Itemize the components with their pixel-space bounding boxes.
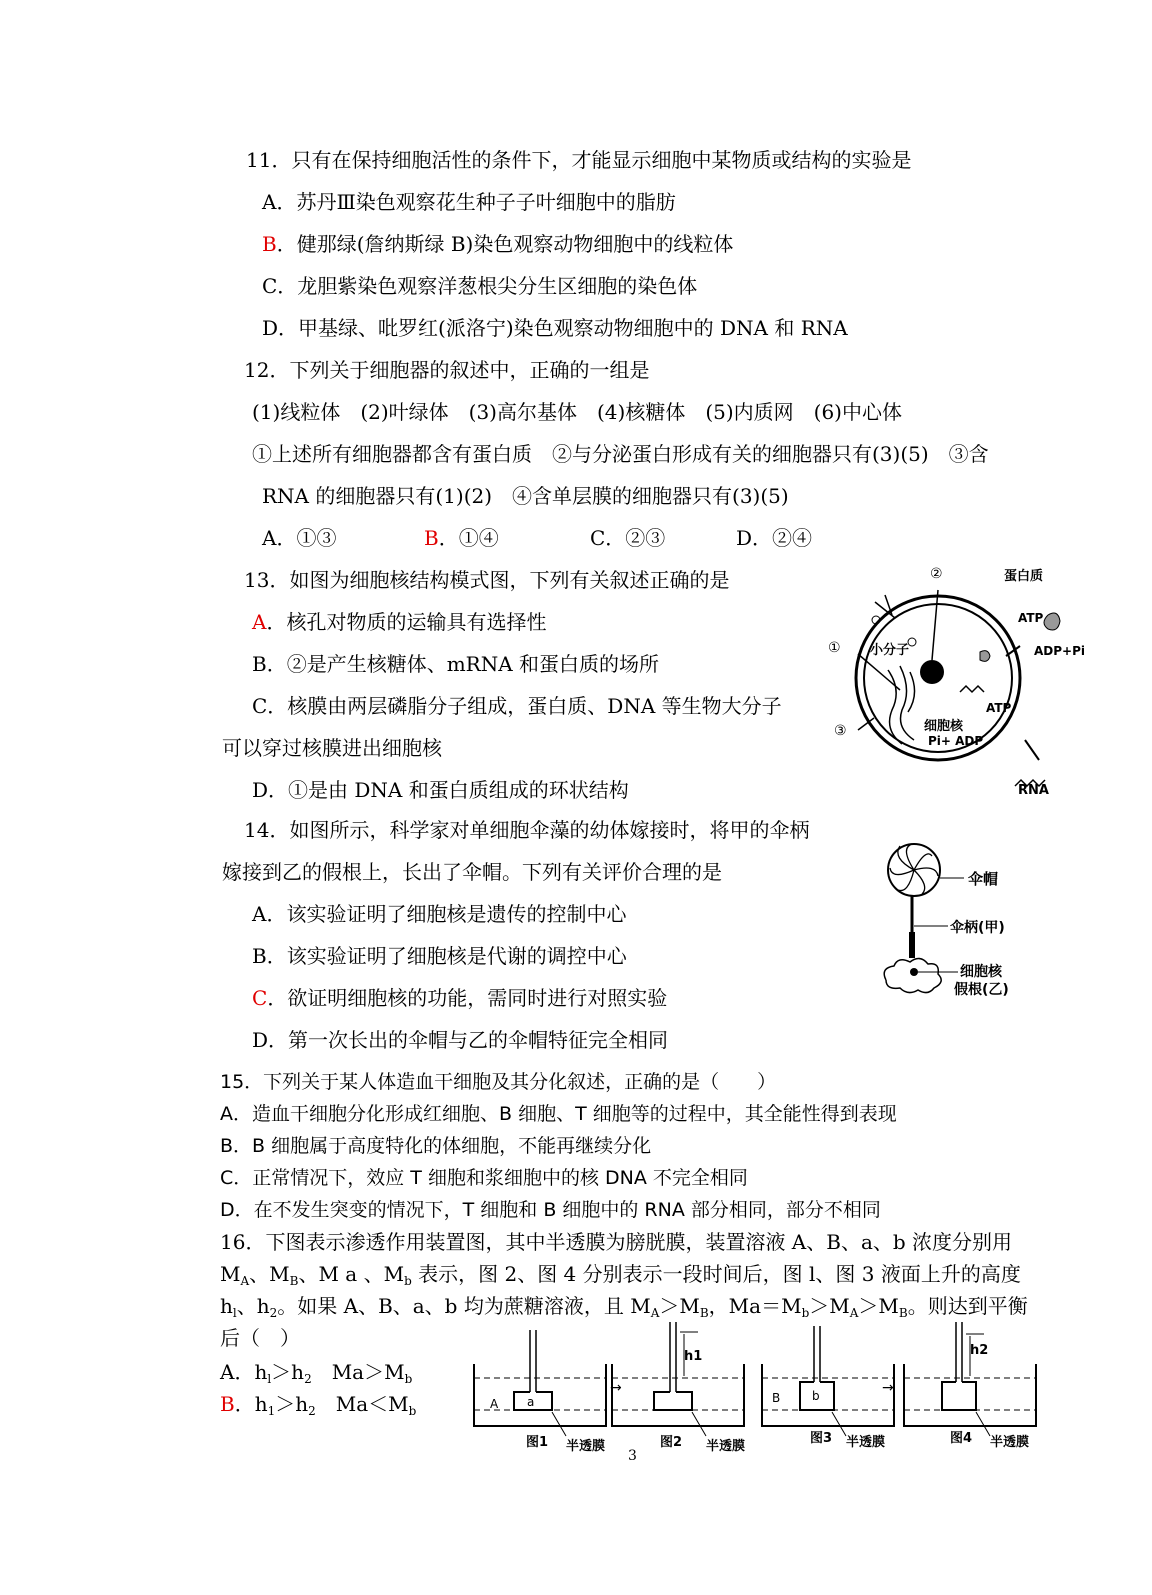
- label-sol-a: a: [527, 1395, 535, 1409]
- label-nucleus: 细胞核: [960, 964, 1002, 980]
- q14-option-c: C．欲证明细胞核的功能，需同时进行对照实验: [252, 986, 668, 1010]
- figure-4: [904, 1322, 1036, 1450]
- nucleus-diagram: [820, 560, 1090, 800]
- q12-option-c: C．②③: [590, 526, 666, 550]
- answer-letter: B: [424, 526, 439, 550]
- label-atp-top: ATP: [1018, 611, 1044, 625]
- q13-option-a: A．核孔对物质的运输具有选择性: [252, 610, 547, 634]
- page-number: 3: [628, 1448, 637, 1464]
- figure-1: [474, 1330, 606, 1454]
- label-sol-B: B: [772, 1391, 781, 1405]
- label-small-molecule: 小分子: [870, 643, 910, 658]
- svg-text:→: →: [882, 1380, 894, 1396]
- label-fig3: 图3: [810, 1431, 833, 1446]
- label-sol-A: A: [490, 1397, 499, 1411]
- q11-option-b: B．健那绿(詹纳斯绿 B)染色观察动物细胞中的线粒体: [262, 232, 734, 256]
- svg-text:→: →: [610, 1380, 622, 1396]
- q16-stem-line2: $M_A$、$M_B$、M a 、$M_b$ 表示，图 2、图 4 分别表示一段时间后，图 l、图 3 液面上升的高度: [220, 1262, 1021, 1288]
- q16-option-b: B．$h_1>h_2$ $Ma<M_b$: [220, 1392, 417, 1418]
- q16-option-a: A．$h_l>h_2$ $Ma>M_b$: [220, 1360, 413, 1386]
- q15-option-b: B．B 细胞属于高度特化的体细胞，不能再继续分化: [220, 1135, 652, 1157]
- label-h2: h2: [970, 1343, 989, 1358]
- q16-stem: 16．下图表示渗透作用装置图，其中半透膜为膀胱膜，装置溶液 A、B、a、b 浓度分别用: [220, 1230, 1013, 1254]
- q13-option-c: C．核膜由两层磷脂分子组成，蛋白质、DNA 等生物大分子: [252, 694, 782, 718]
- q12-stem: 12．下列关于细胞器的叙述中，正确的一组是: [244, 358, 650, 382]
- q14-option-b: B．该实验证明了细胞核是代谢的调控中心: [252, 944, 627, 968]
- q11-stem: 11．只有在保持细胞活性的条件下，才能显示细胞中某物质或结构的实验是: [246, 148, 912, 172]
- q16-stem-line3: $h_l$、$h_2$。如果 A、B、a、b 均为蔗糖溶液，且 $M_A>M_B$，$Ma=M_b>M_A>M_B$。则达到平衡: [220, 1294, 1028, 1320]
- q15-option-a: A．造血干细胞分化形成红细胞、B 细胞、T 细胞等的过程中，其全能性得到表现: [220, 1103, 897, 1125]
- answer-letter: B: [220, 1392, 235, 1416]
- q14-option-d: D．第一次长出的伞帽与乙的伞帽特征完全相同: [252, 1028, 669, 1052]
- answer-letter: C: [252, 986, 268, 1010]
- label-pi-adp: Pi+ ADP: [928, 734, 984, 748]
- q13-option-b: B．②是产生核糖体、mRNA 和蛋白质的场所: [252, 652, 660, 676]
- q14-stem-cont: 嫁接到乙的假根上，长出了伞帽。下列有关评价合理的是: [222, 860, 722, 884]
- label-adp-pi: ADP+Pi: [1034, 644, 1086, 658]
- label-1: ①: [828, 640, 841, 656]
- label-fig1: 图1: [526, 1435, 549, 1450]
- label-nucleus: 细胞核: [924, 719, 964, 734]
- label-fig2: 图2: [660, 1435, 683, 1450]
- q11-option-d: D．甲基绿、吡罗红(派洛宁)染色观察动物细胞中的 DNA 和 RNA: [262, 316, 848, 340]
- label-membrane: 半透膜: [990, 1435, 1030, 1450]
- label-rna: RNA: [1018, 783, 1049, 798]
- q12-option-a: A．①③: [262, 526, 337, 550]
- q16-stem-line4: 后（ ）: [220, 1326, 300, 1350]
- label-membrane: 半透膜: [566, 1439, 606, 1454]
- q13-stem: 13．如图为细胞核结构模式图，下列有关叙述正确的是: [244, 568, 730, 592]
- label-protein: 蛋白质: [1004, 569, 1044, 584]
- label-cap: 伞帽: [968, 870, 999, 888]
- label-h1: h1: [684, 1349, 703, 1364]
- q14-option-a: A．该实验证明了细胞核是遗传的控制中心: [252, 902, 627, 926]
- q15-option-c: C．正常情况下，效应 T 细胞和浆细胞中的核 DNA 不完全相同: [220, 1167, 748, 1189]
- answer-letter: B: [262, 232, 277, 256]
- label-2: ②: [930, 566, 943, 582]
- label-atp-bottom: ATP: [986, 701, 1012, 715]
- label-membrane: 半透膜: [706, 1439, 746, 1454]
- q13-option-c-cont: 可以穿过核膜进出细胞核: [222, 736, 442, 760]
- label-membrane: 半透膜: [846, 1435, 886, 1450]
- q12-option-b: B．①④: [424, 526, 499, 550]
- figure-2: [612, 1322, 745, 1454]
- label-fig4: 图4: [950, 1431, 973, 1446]
- figure-3: [762, 1326, 894, 1450]
- q11-option-c: C．龙胆紫染色观察洋葱根尖分生区细胞的染色体: [262, 274, 698, 298]
- label-3: ③: [834, 723, 847, 739]
- q14-stem: 14．如图所示，科学家对单细胞伞藻的幼体嫁接时，将甲的伞柄: [244, 818, 810, 842]
- answer-letter: A: [252, 610, 267, 634]
- q11-option-a: A．苏丹Ⅲ染色观察花生种子子叶细胞中的脂肪: [262, 190, 676, 214]
- q15-option-d: D．在不发生突变的情况下，T 细胞和 B 细胞中的 RNA 部分相同，部分不相同: [220, 1199, 881, 1221]
- q12-statement-2: RNA 的细胞器只有(1)(2) ④含单层膜的细胞器只有(3)(5): [262, 484, 789, 508]
- osmosis-diagram: [470, 1320, 1050, 1455]
- label-rhizoid: 假根(乙): [954, 982, 1009, 998]
- q12-option-d: D．②④: [736, 526, 813, 550]
- label-sol-b: b: [812, 1389, 820, 1403]
- q13-option-d: D．①是由 DNA 和蛋白质组成的环状结构: [252, 778, 629, 802]
- q12-organelle-list: (1)线粒体 (2)叶绿体 (3)高尔基体 (4)核糖体 (5)内质网 (6)中心体: [252, 400, 902, 424]
- q12-statement-1: ①上述所有细胞器都含有蛋白质 ②与分泌蛋白形成有关的细胞器只有(3)(5) ③含: [252, 442, 989, 466]
- acetabularia-diagram: [878, 840, 1038, 1000]
- q15-stem: 15．下列关于某人体造血干细胞及其分化叙述，正确的是（ ）: [220, 1071, 777, 1093]
- label-stalk: 伞柄(甲): [950, 920, 1005, 936]
